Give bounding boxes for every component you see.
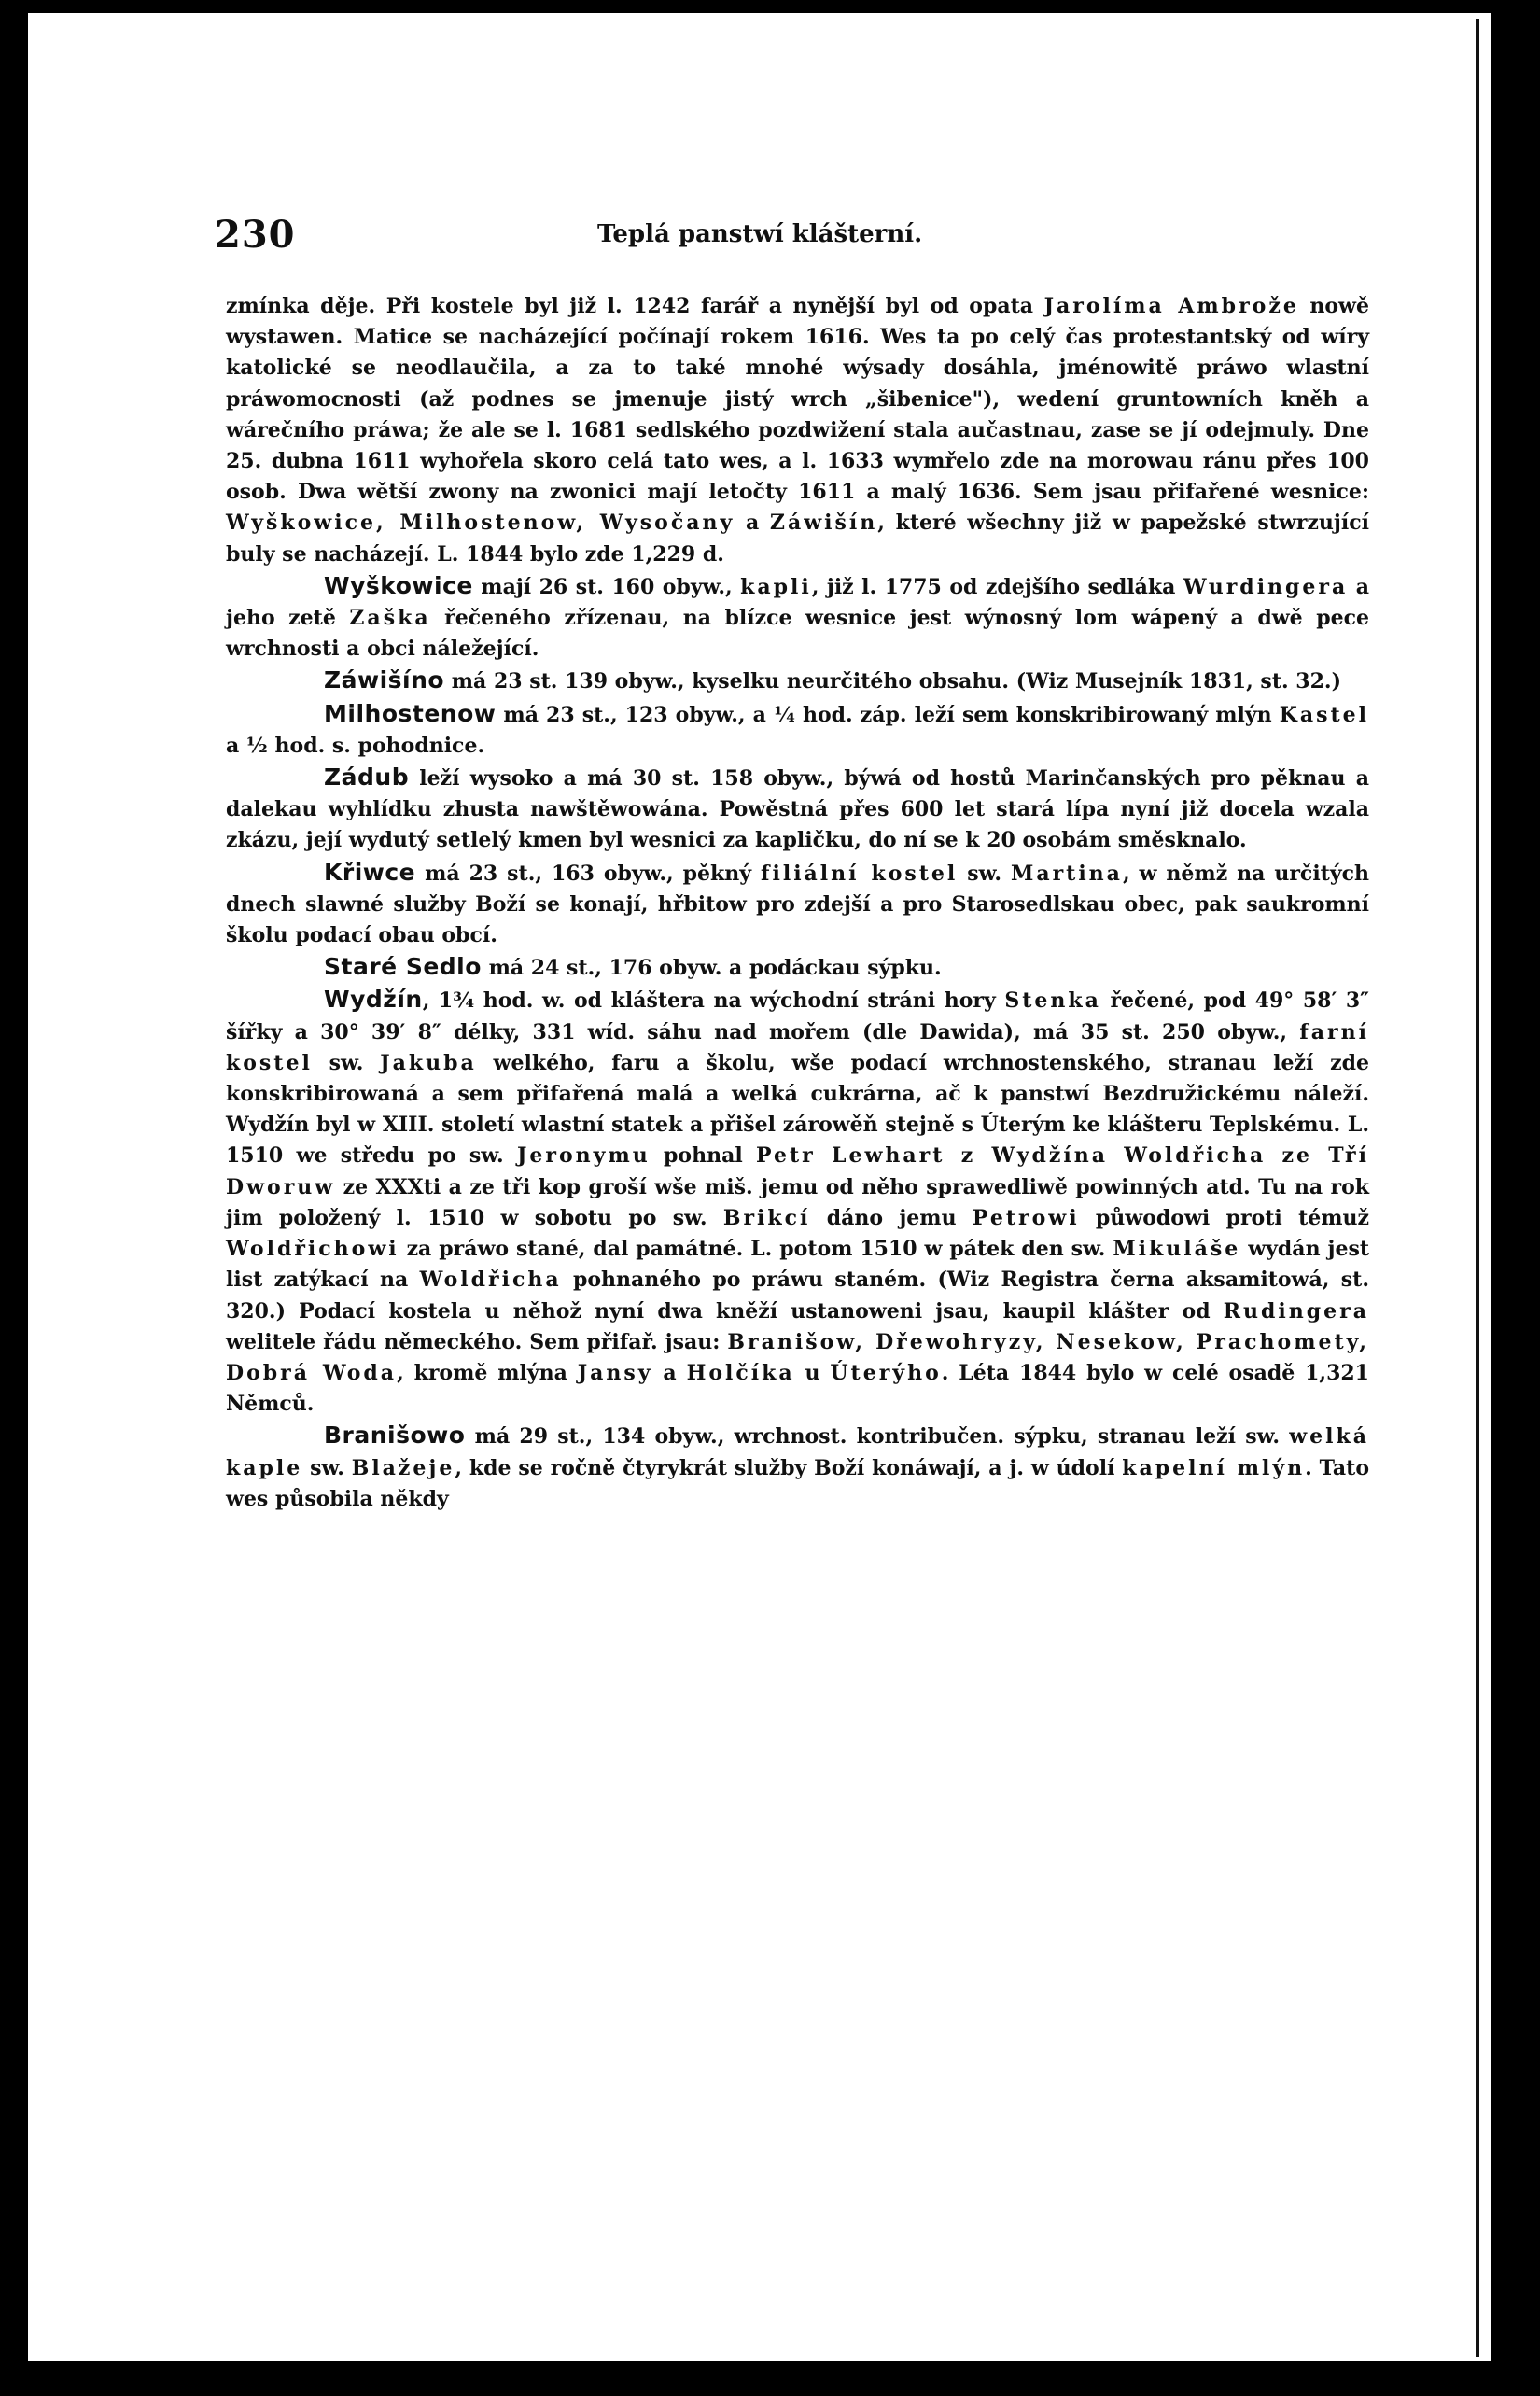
text-run: leží wysoko a má 30 st. 158 obyw., býwá od hostů Marinčanských pro pěknau a dalekau wyhlídku zhusta nawštěwowána. Powěstná přes 600 let stará lípa nyní již docela wzala zkázu, její wydutý setlelý kmen byl wesnici za kapličku, do ní se k 20 osobám směsknalo. (226, 766, 1369, 853)
text-run: má 23 st. 139 obyw., kyselku neurčitého obsahu. (Wiz Musejník 1831, st. 32.) (444, 669, 1341, 694)
spaced-name: Jansy (577, 1360, 653, 1385)
text-run: má 24 st., 176 obyw. a podáckau sýpku. (481, 956, 942, 981)
spaced-name: Zaška (349, 606, 431, 631)
spaced-name: kapelní mlýn (1122, 1455, 1306, 1480)
body-text (226, 291, 1369, 1515)
spaced-name: Branišow, Dřewohryzy, Nesekow, Prachomety, Dobrá Woda (226, 1329, 1369, 1385)
entry-heading: Staré Sedlo (324, 953, 482, 981)
text-run: u (794, 1360, 831, 1385)
running-head: Teplá panstwí klášterní. (597, 220, 923, 248)
text-run: , w němž na určitých dnech slawné služby Boží se konají, hřbitow pro zdejší a pro Starosedlskau obec, pak saukromní školu podací obau obcí. (226, 861, 1370, 948)
text-run: sw. (958, 861, 1011, 886)
text-run: . Léta 1844 bylo w celé osadě 1,321 Němců. (226, 1360, 1369, 1417)
spaced-name: Martina (1010, 861, 1123, 886)
text-run: welitele řádu německého. Sem přifař. jsau: (226, 1329, 728, 1354)
text-run: ze XXXti a ze tři kop groší wše miš. jemu od něho sprawedliwě powinných atd. Tu na rok jim položený l. 1510 w sobotu po sw. (226, 1174, 1369, 1230)
page-header (215, 213, 1363, 259)
text-run: , kde se ročně čtyrykrát služby Boží konáwají, a j. w údolí (455, 1455, 1123, 1480)
text-run: dáno jemu (810, 1205, 973, 1230)
page-number: 230 (215, 213, 296, 257)
spaced-name: Woldřichowi (226, 1237, 399, 1262)
spaced-name: Jakuba (380, 1050, 477, 1075)
spaced-name: Jeronymu (517, 1143, 651, 1169)
spaced-name: kapli (740, 574, 812, 599)
text-run: . Tato wes působila někdy (226, 1455, 1369, 1511)
entry-milhostenow (226, 698, 1369, 762)
spaced-name: Holčíka (686, 1360, 795, 1385)
text-run: má 23 st., 123 obyw., a ¼ hod. záp. leží sem konskribirowaný mlýn (496, 702, 1280, 727)
text-run: má 29 st., 134 obyw., wrchnost. kontribučen. sýpku, stranau leží sw. (465, 1424, 1290, 1450)
spaced-name: Petrowi (972, 1205, 1080, 1230)
scan-border-top (0, 0, 1540, 13)
spaced-name: Jarolíma Ambrože (1043, 294, 1299, 318)
text-run: nowě wystawen. Matice se nacházející počínají rokem 1616. Wes ta po celý čas protestantský od wíry katolické se neodlaučila, a za to také mnohé wýsady dosáhla, jménowitě práwo wlastní práwomocnosti (až podnes se jmenuje jistý wrch „šibenice"), wedení gruntowních kněh a wárečního práwa; že ale se l. 1681 sedlského pozdwižení stala aučastnau, zase se jí odejmuly. Dne 25. dubna 1611 wyhořela skoro celá tato wes, a l. 1633 wymřelo zde na morowau ránu přes 100 osob. Dwa wětší zwony na zwonici mají letočty 1611 a malý 1636. Sem jsau přifařené wesnice: (226, 294, 1369, 505)
spaced-name: Rudingera (1223, 1298, 1369, 1324)
entry-krivce (226, 857, 1369, 952)
spaced-name: Blažeje (351, 1455, 455, 1480)
text-run: a ½ hod. s. pohodnice. (226, 733, 485, 758)
text-run: , 1¾ hod. w. od kláštera na wýchodní stráni hory (422, 988, 1005, 1014)
entry-heading: Wyškowice (324, 571, 473, 599)
spaced-name: Wyškowice, Milhostenow, Wysočany (226, 511, 735, 536)
spaced-name: Wurdingera (1183, 574, 1349, 599)
page-edge-line (1476, 19, 1479, 2357)
scan-border-bottom (0, 2361, 1540, 2396)
spaced-name: Stenka (1004, 988, 1101, 1014)
entry-heading: Křiwce (324, 858, 416, 886)
text-run: a jeho zetě (226, 574, 1370, 631)
text-run: a (652, 1360, 687, 1385)
text-run: půwodowi proti témuž (1079, 1205, 1369, 1230)
text-run: , již l. 1775 od zdejšího sedláka (811, 574, 1183, 599)
spaced-name: Brikcí (722, 1205, 811, 1230)
entry-wydzin (226, 984, 1369, 1420)
text-run: řečeného zřízenau, na blízce wesnice jest wýnosný lom wápený a dwě pece wrchnosti a obci náležející. (226, 606, 1369, 662)
text-run: sw. (302, 1455, 352, 1480)
entry-heading: Záwišíno (324, 666, 445, 694)
text-run: pohnal (650, 1143, 756, 1169)
spaced-name: farní kostel (226, 1019, 1369, 1075)
spaced-name: welká kaple (226, 1424, 1369, 1480)
entry-heading: Zádub (324, 764, 410, 792)
spaced-name: filiální kostel (761, 861, 959, 886)
spaced-name: Woldřicha (419, 1268, 562, 1293)
entry-branisowo (226, 1420, 1369, 1515)
entry-heading: Milhostenow (324, 699, 497, 727)
text-run: řečené, pod 49° 58′ 3″ šířky a 30° 39′ 8″ délky, 331 wíd. sáhu nad mořem (dle Dawida), má 35 st. 250 obyw., (226, 988, 1369, 1044)
text-run: wydán jest list zatýkací na (226, 1237, 1369, 1293)
text-run: , kromě mlýna (397, 1360, 578, 1385)
text-run: má 23 st., 163 obyw., pěkný (415, 861, 762, 886)
text-run: zmínka děje. Při kostele byl již l. 1242 farář a nynější byl od opata (226, 294, 1044, 318)
spaced-name: Úterýho (830, 1360, 942, 1385)
entry-zawisino (226, 665, 1369, 697)
entry-zadub (226, 762, 1369, 857)
text-run: mají 26 st. 160 obyw., (472, 574, 741, 599)
spaced-name: Kastel (1279, 702, 1369, 727)
text-run: a (735, 511, 770, 536)
text-run: welkého, faru a školu, wše podací wrchnostenského, stranau leží zde konskribirowaná a sem přifařená malá a welká cukrárna, ač k panstwí Bezdružickému náleží. Wydžín byl w XIII. století wlastní statek a přišel zárowěň stejně s Úterým ke klášteru Teplskému. L. 1510 we středu po sw. (226, 1050, 1369, 1169)
entry-heading: Branišowo (324, 1422, 466, 1450)
text-run: sw. (312, 1050, 381, 1075)
spaced-name: Mikuláše (1113, 1237, 1241, 1262)
entry-heading: Wydžín (324, 986, 423, 1014)
spaced-name: Petr Lewhart z Wydžína Woldřicha ze Tří Dworuw (226, 1143, 1369, 1199)
intro-paragraph (226, 291, 1369, 570)
entry-stare-sedlo (226, 951, 1369, 984)
entry-wyskowice (226, 570, 1369, 666)
scan-border-right (1491, 0, 1540, 2396)
text-run: pohnaného po práwu staném. (Wiz Registra černa aksamitowá, st. 320.) Podací kostela u něhož nyní dwa kněží ustanoweni jsau, kaupil klášter od (226, 1268, 1370, 1324)
scan-border-left (0, 0, 28, 2396)
text-run: za práwo stané, dal památné. L. potom 1510 w pátek den sw. (399, 1237, 1113, 1262)
spaced-name: Záwišín (769, 511, 878, 536)
text-run: , které wšechny již w papežské stwrzující buly se nacházejí. L. 1844 bylo zde 1,229 d. (226, 511, 1369, 567)
